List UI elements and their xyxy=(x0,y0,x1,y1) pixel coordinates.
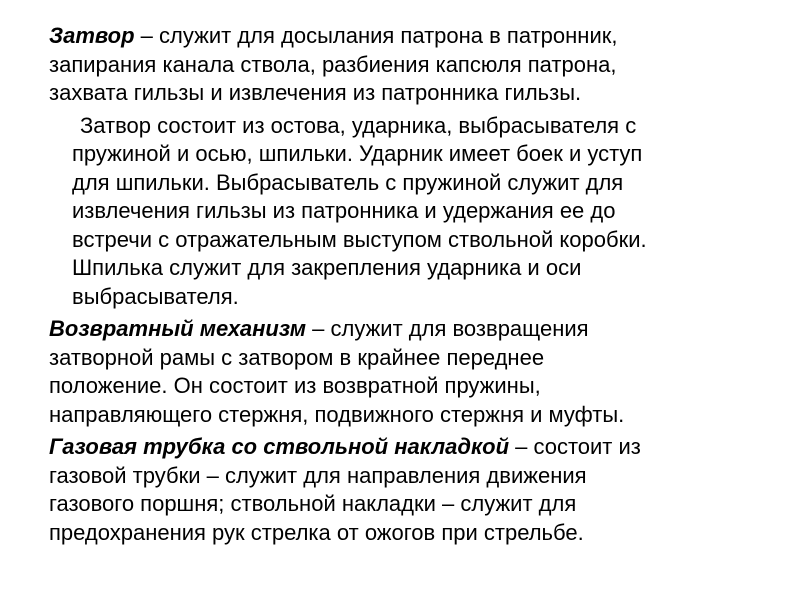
paragraph-line: направляющего стержня, подвижного стержня и муфты. xyxy=(49,401,625,427)
paragraph-line: захвата гильзы и извлечения из патронника гильзы. xyxy=(49,80,582,105)
term-bolt: Затвор xyxy=(49,23,135,48)
paragraph-line: извлечения гильзы из патронника и удержания ее до xyxy=(72,198,616,223)
paragraph-line: – служит для возвращения xyxy=(306,316,589,341)
paragraph-line: Затвор состоит из остова, ударника, выбрасывателя с xyxy=(80,112,637,138)
paragraph-line: пружиной и осью, шпильки. Ударник имеет боек и уступ xyxy=(72,141,643,166)
paragraph-line: встречи с отражательным выступом ствольной коробки. xyxy=(72,226,647,252)
term-return-mechanism: Возвратный механизм xyxy=(49,316,307,341)
paragraph-line: газового поршня; ствольной накладки – служит для xyxy=(49,491,577,516)
paragraph-line: запирания канала ствола, разбиения капсюля патрона, xyxy=(49,51,617,77)
paragraph-return-mechanism xyxy=(49,315,770,429)
paragraph-line: – состоит из xyxy=(509,434,641,459)
term-gas-tube: Газовая трубка со ствольной накладкой xyxy=(49,434,510,459)
paragraph-bolt-composition xyxy=(49,112,770,312)
paragraph-line: газовой трубки – служит для направления движения xyxy=(49,462,587,488)
paragraph-line: положение. Он состоит из возвратной пружины, xyxy=(49,373,541,398)
paragraph-line: Шпилька служит для закрепления ударника и оси xyxy=(72,255,582,280)
paragraph-line: предохранения рук стрелка от ожогов при стрельбе. xyxy=(49,519,584,545)
paragraph-bolt xyxy=(49,22,770,108)
paragraph-line: – служит для досылания патрона в патронник, xyxy=(134,23,618,48)
paragraph-line: выбрасывателя. xyxy=(72,283,239,309)
paragraph-line: для шпильки. Выбрасыватель с пружиной служит для xyxy=(72,169,624,195)
paragraph-gas-tube xyxy=(49,433,770,547)
paragraph-line: затворной рамы с затвором в крайнее переднее xyxy=(49,344,545,370)
